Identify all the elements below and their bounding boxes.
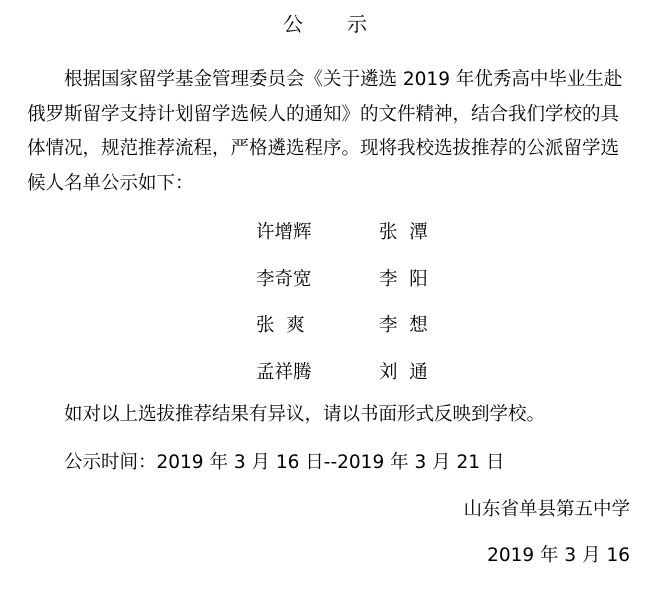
candidate-row [256,301,516,348]
notice-paragraph: 根据国家留学基金管理委员会《关于遴选 2019 年优秀高中毕业生赴俄罗斯留学支持计划留学选候人的通知》的文件精神，结合我们学校的具体情况，规范推荐流程，严格遴选程序。现将我校选拔推荐的公派留学选候人名单公示如下： [27,69,623,194]
candidate-name: 李 想 [379,315,428,337]
candidate-name: 张 爽 [256,315,305,337]
title-char-2: 示 [347,12,367,36]
candidate-name: 李奇宽 [256,268,312,290]
school-name: 山东省单县第五中学 [463,499,630,520]
candidate-name: 李 阳 [379,268,428,290]
candidate-row [256,255,516,302]
title-char-1: 公 [283,12,303,36]
candidate-name: 张 潭 [379,222,428,244]
candidate-name: 孟祥腾 [256,361,312,383]
candidate-row [256,208,516,255]
candidate-list [256,208,516,394]
candidate-row [256,348,516,395]
notice-title [0,10,650,38]
objection-note: 如对以上选拔推荐结果有异议，请以书面形式反映到学校。 [64,404,546,425]
candidate-name: 许增辉 [256,222,312,244]
candidate-name: 刘 通 [379,361,428,383]
issue-date: 2019 年 3 月 16 [487,545,630,566]
notice-period: 公示时间：2019 年 3 月 16 日--2019 年 3 月 21 日 [64,452,505,473]
